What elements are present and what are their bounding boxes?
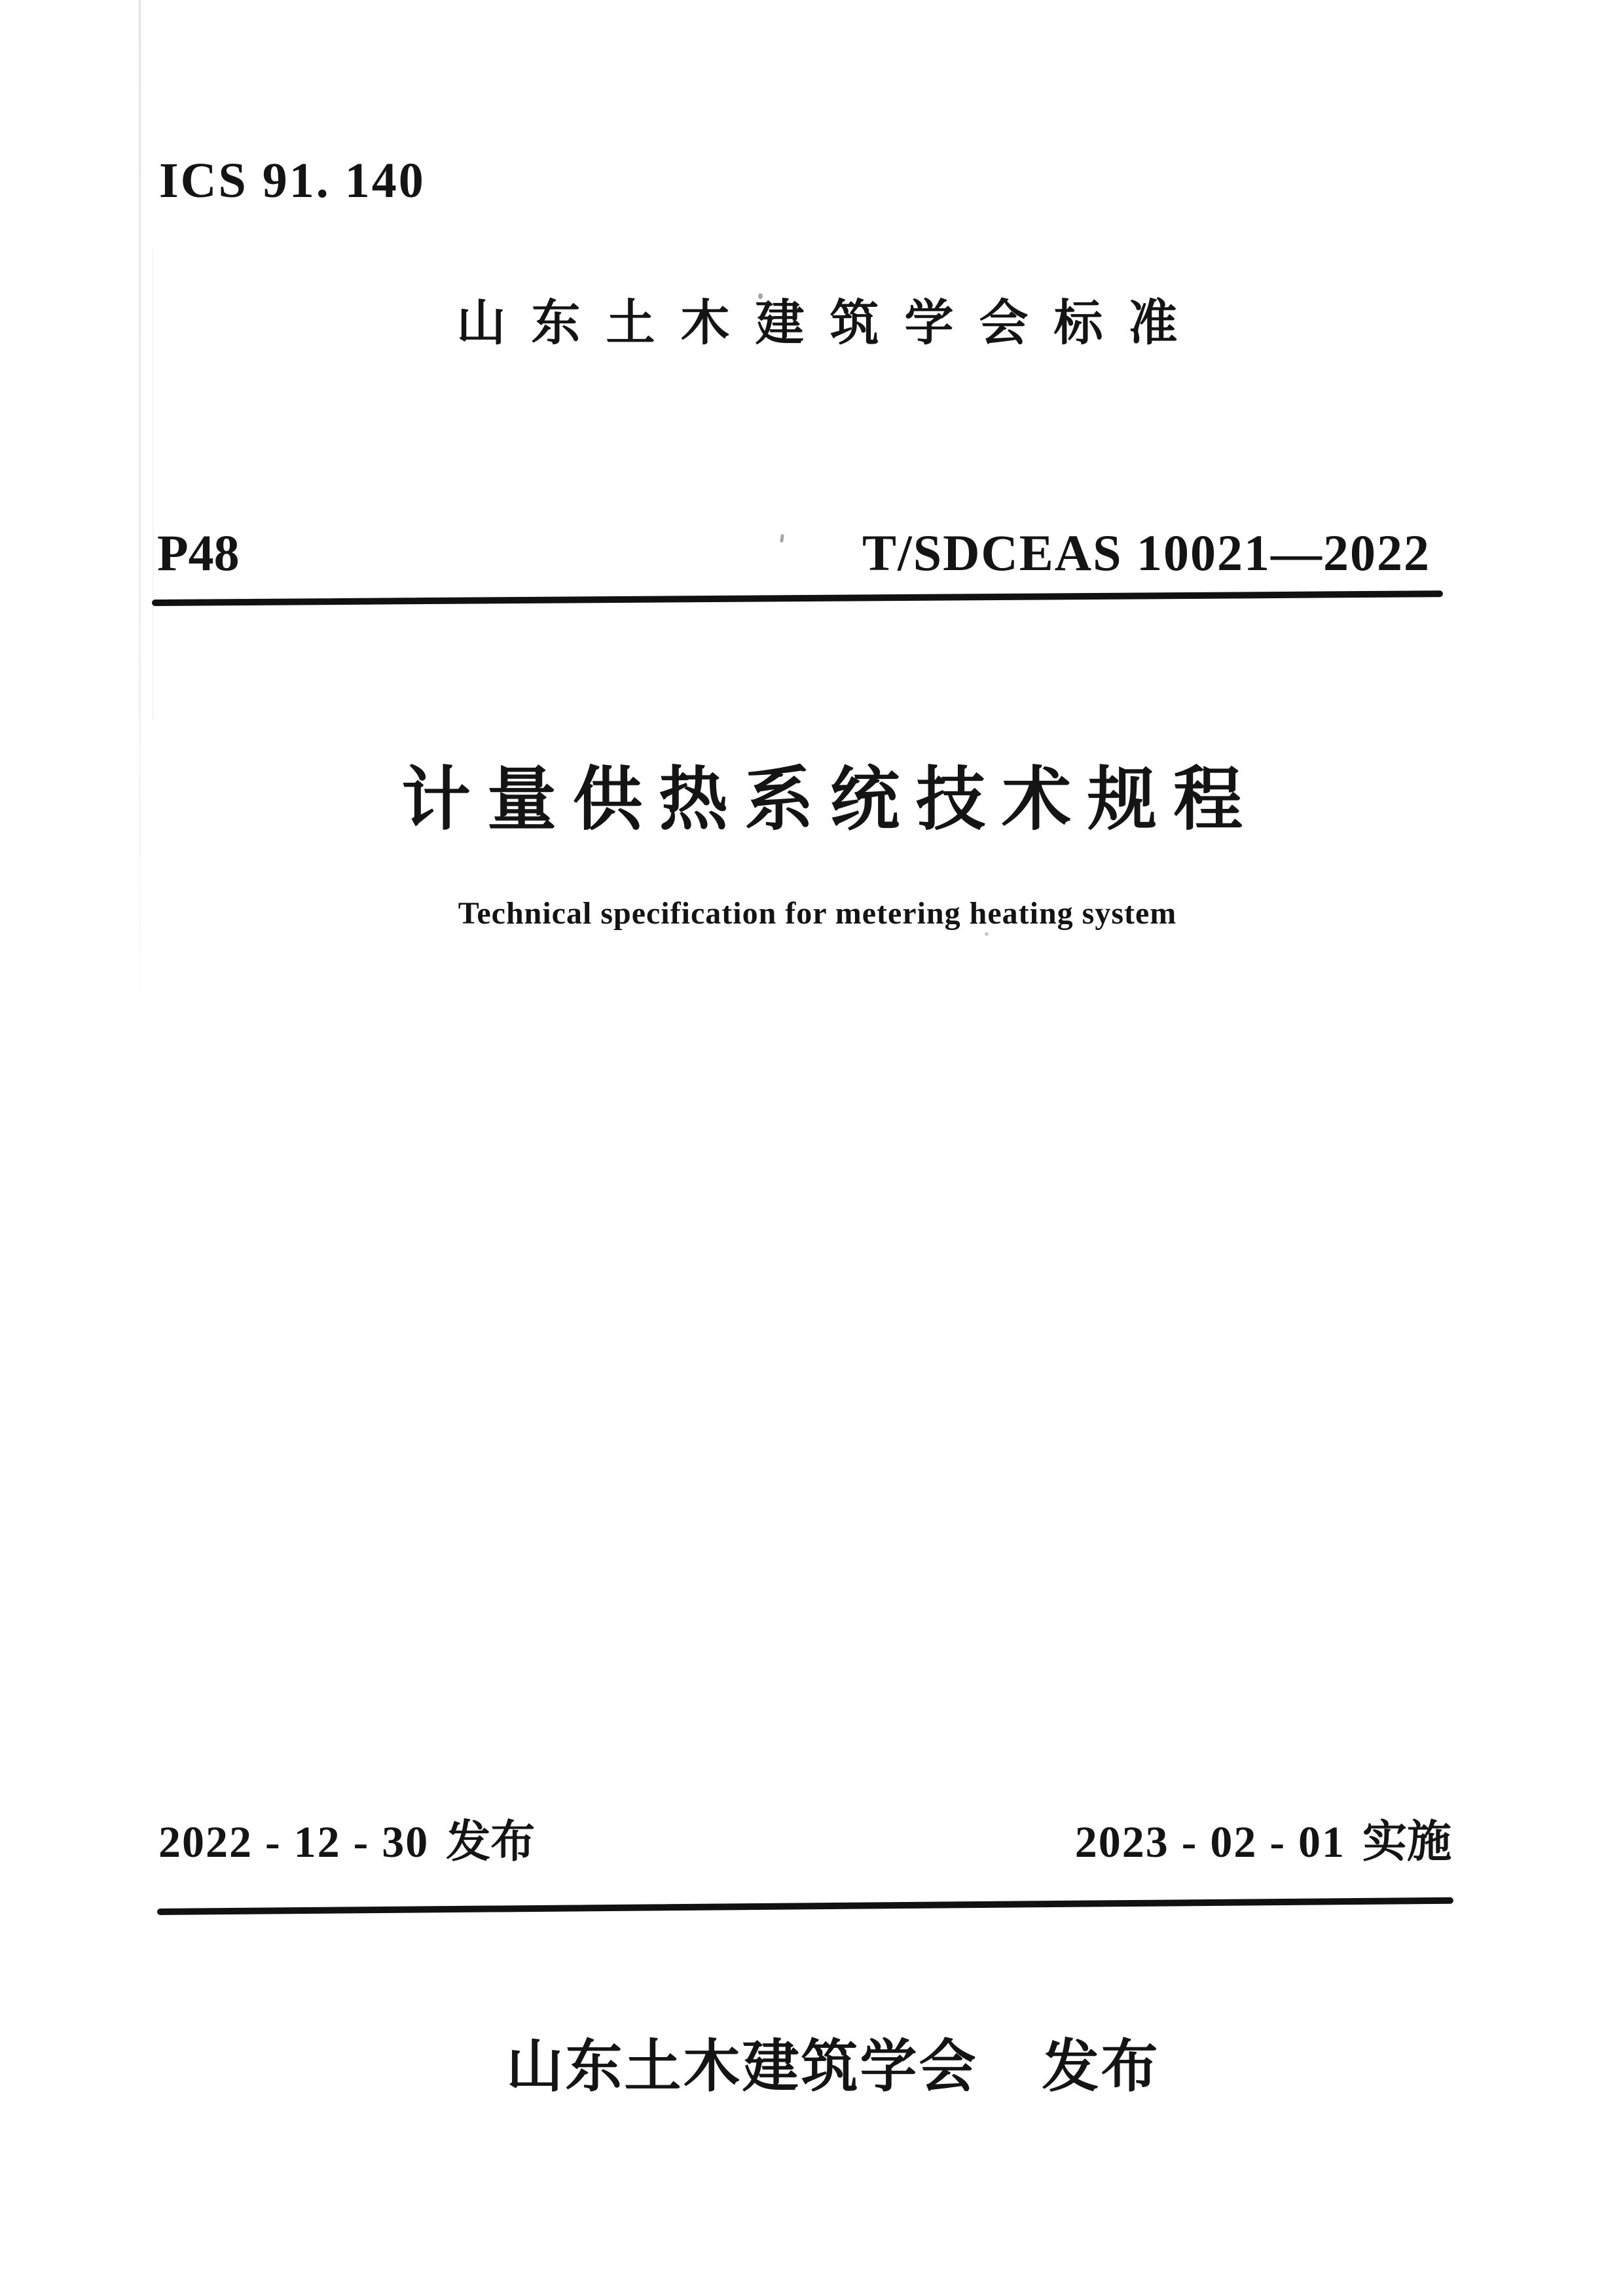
standard-number: T/SDCEAS 10021—2022 (862, 524, 1431, 581)
implement-date: 2023 - 02 - 01 (1074, 1817, 1345, 1867)
date-row (158, 1817, 1451, 1867)
scan-artifact-line (139, 0, 141, 995)
scan-speck (985, 932, 989, 936)
publish-date-group (158, 1817, 536, 1867)
society-standard-heading: 山东土木建筑学会标准 (456, 295, 1203, 350)
publisher-action: 发布 (1042, 2035, 1160, 2098)
implement-label: 实施 (1362, 1817, 1451, 1867)
publish-date: 2022 - 12 - 30 (158, 1817, 429, 1867)
publisher-name: 山东土木建筑学会 (506, 2035, 978, 2098)
footer-rule (157, 1897, 1453, 1915)
publish-label: 发布 (446, 1817, 536, 1867)
implement-date-group (1074, 1817, 1451, 1867)
publisher-row (0, 2035, 1623, 2098)
standard-title-zh: 计量供热系统技术规程 (401, 762, 1259, 838)
ics-code: ICS 91. 140 (159, 153, 426, 208)
scan-speck (780, 534, 784, 543)
header-rule (152, 590, 1443, 606)
classification-code: P48 (157, 524, 240, 581)
standard-title-en: Technical specification for metering heating system (458, 896, 1177, 931)
